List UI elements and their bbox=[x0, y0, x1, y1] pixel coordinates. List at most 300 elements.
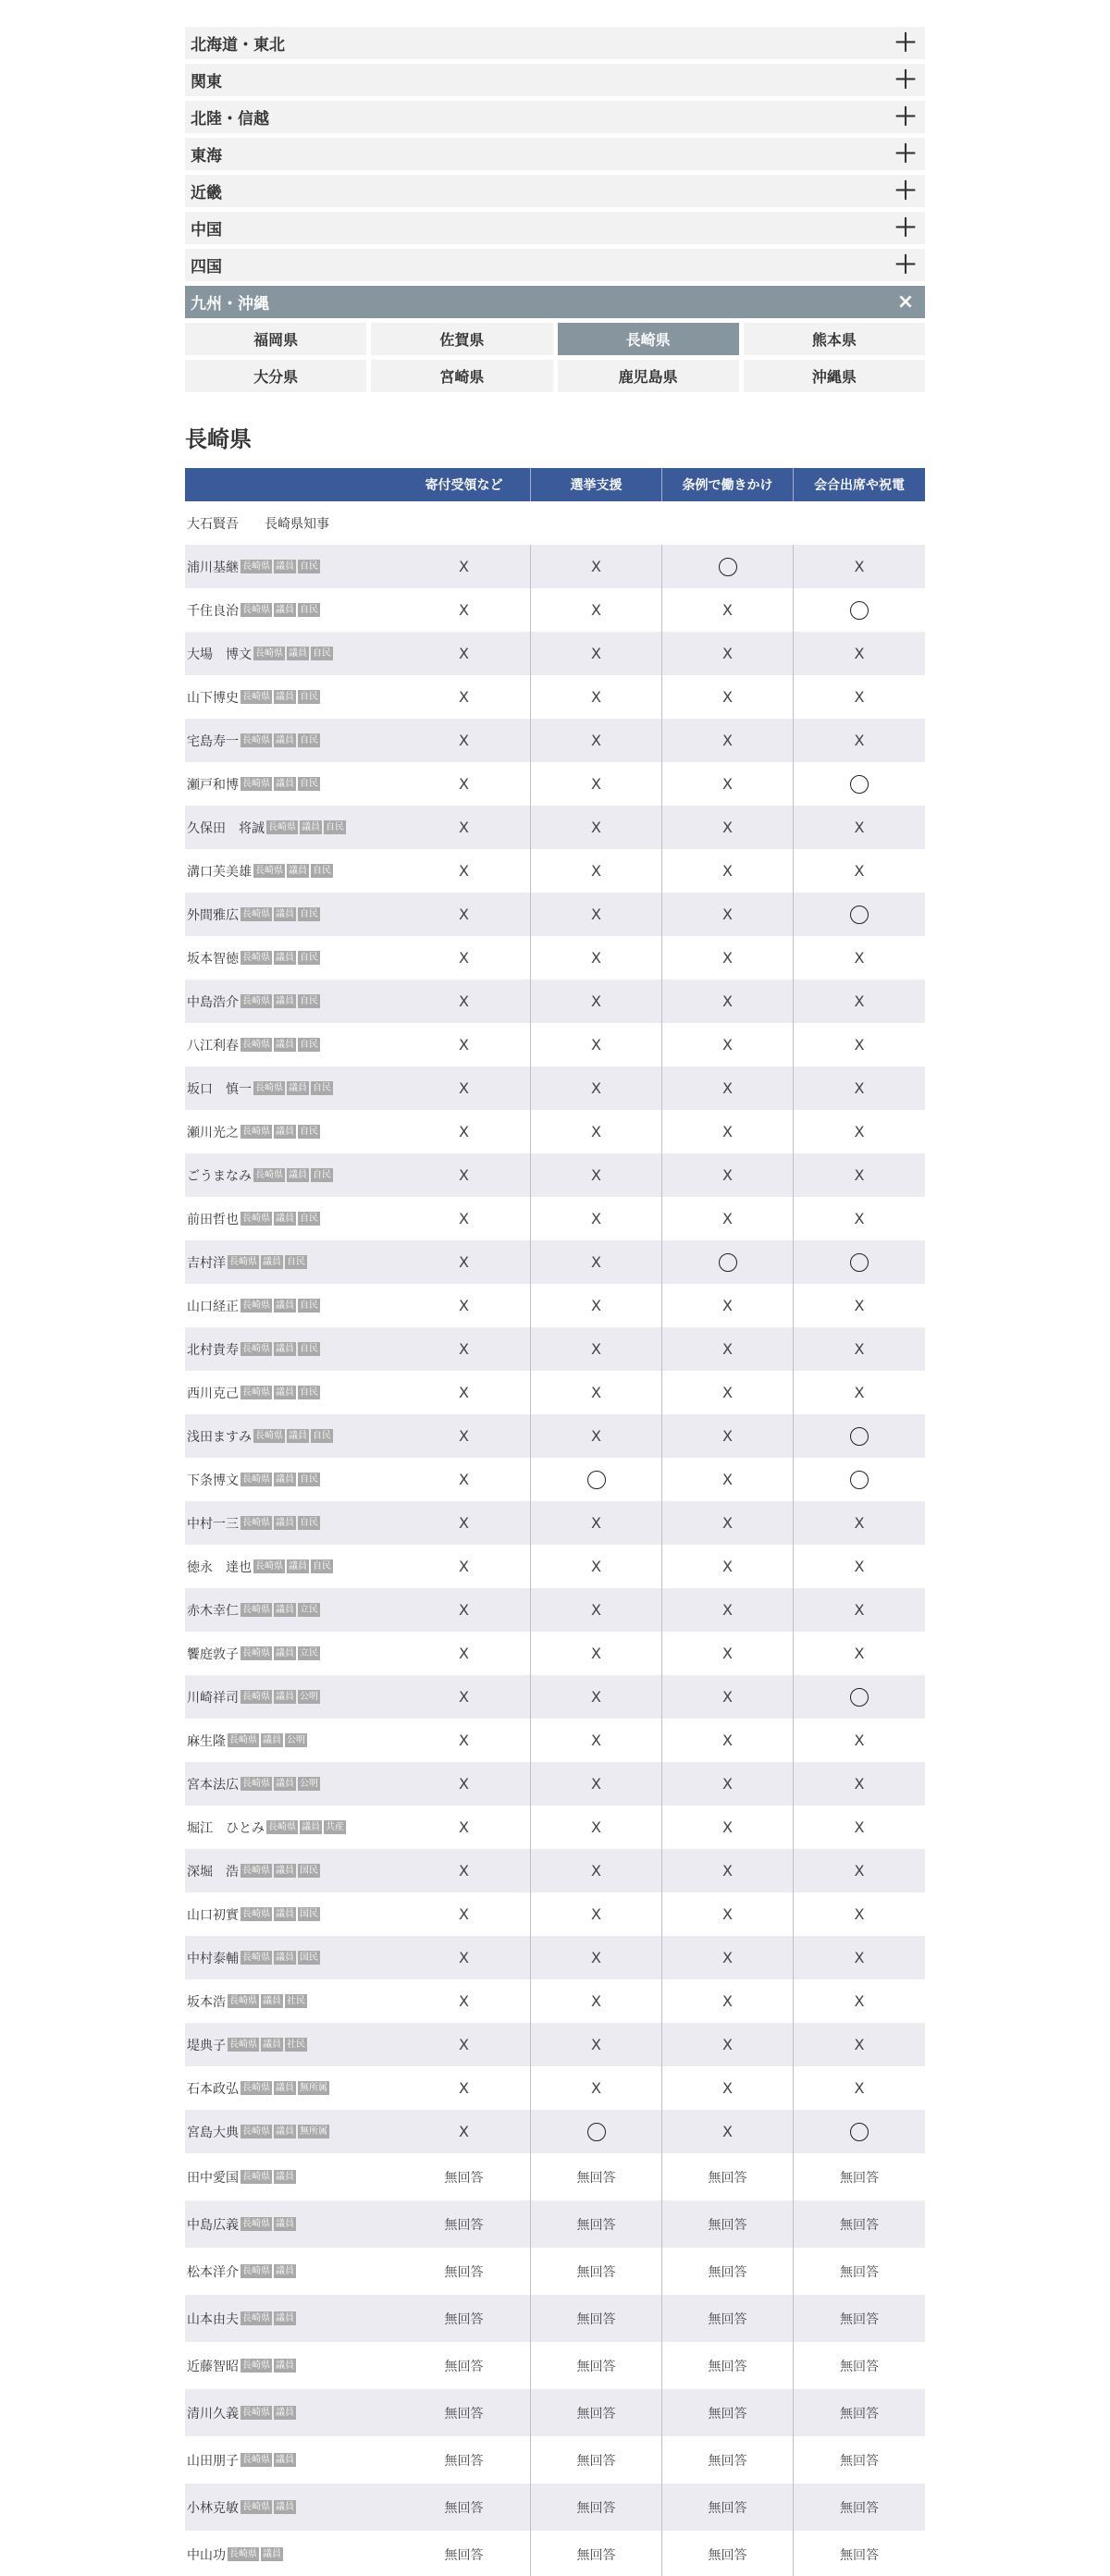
table-row bbox=[185, 1979, 925, 2023]
answer-cell-no bbox=[398, 893, 530, 936]
member-tag: 長崎県 bbox=[242, 2172, 270, 2182]
prefecture-tab-2[interactable]: 長崎県 bbox=[558, 323, 739, 355]
answer-cell-no-response bbox=[398, 2389, 530, 2436]
answer-cell-no bbox=[398, 980, 530, 1023]
answer-cell-no-response bbox=[793, 2342, 925, 2389]
answer-cell-no-response bbox=[661, 2484, 793, 2531]
member-tag: 長崎県 bbox=[242, 605, 270, 615]
member-name: 西川克己 bbox=[187, 1386, 239, 1401]
x-mark: X bbox=[722, 1427, 733, 1445]
member-tag: 長崎県 bbox=[229, 1257, 257, 1267]
no-response-text: 無回答 bbox=[576, 2264, 616, 2280]
member-tag: 議員 bbox=[263, 2549, 281, 2559]
answer-cell-no bbox=[793, 1892, 925, 1936]
no-response-text: 無回答 bbox=[444, 2264, 484, 2280]
answer-cell-no-response bbox=[530, 2200, 661, 2248]
no-response-text: 無回答 bbox=[708, 2547, 747, 2563]
answer-cell-no bbox=[661, 1936, 793, 1979]
member-tag: 長崎県 bbox=[242, 692, 270, 702]
member-tag: 議員 bbox=[276, 996, 294, 1006]
answer-cell-no bbox=[398, 1806, 530, 1849]
region-label: 近畿 bbox=[191, 184, 222, 203]
member-tag: 自民 bbox=[287, 1257, 305, 1267]
member-tag: 公明 bbox=[287, 1735, 305, 1745]
no-response-text: 無回答 bbox=[576, 2170, 616, 2186]
table-row bbox=[185, 1849, 925, 1892]
answer-cell-no bbox=[661, 1588, 793, 1632]
region-0[interactable] bbox=[185, 27, 925, 59]
member-tag: 議員 bbox=[289, 1561, 307, 1571]
answer-cell-no bbox=[793, 1371, 925, 1414]
plus-icon[interactable]: ＋ bbox=[893, 140, 918, 168]
x-mark: X bbox=[459, 1253, 469, 1271]
member-tag: 自民 bbox=[300, 953, 318, 963]
member-tag: 長崎県 bbox=[242, 909, 270, 919]
member-tag: 議員 bbox=[276, 2126, 294, 2137]
member-cell bbox=[185, 906, 398, 924]
member-tag: 長崎県 bbox=[255, 866, 283, 876]
x-mark: X bbox=[722, 1905, 733, 1923]
x-mark: X bbox=[591, 1297, 601, 1314]
answer-cell-yes bbox=[793, 1414, 925, 1458]
prefecture-tab-1[interactable]: 佐賀県 bbox=[371, 323, 552, 355]
member-cell bbox=[185, 2545, 398, 2564]
x-mark: X bbox=[591, 1818, 601, 1836]
x-mark: X bbox=[591, 1645, 601, 1662]
member-cell bbox=[185, 2357, 398, 2375]
x-mark: X bbox=[854, 1645, 865, 1662]
plus-icon[interactable]: ＋ bbox=[893, 251, 918, 279]
member-tag: 国民 bbox=[300, 1866, 318, 1876]
member-tag: 自民 bbox=[300, 692, 318, 702]
answer-cell-no bbox=[530, 1979, 661, 2023]
member-cell bbox=[185, 2168, 398, 2187]
member-cell bbox=[185, 1601, 398, 1620]
member-cell bbox=[185, 1818, 398, 1837]
member-cell bbox=[185, 1079, 398, 1098]
answer-cell-no bbox=[398, 1327, 530, 1371]
answer-cell-yes bbox=[793, 893, 925, 936]
table-row bbox=[185, 1153, 925, 1197]
member-tag: 自民 bbox=[300, 1040, 318, 1050]
region-2[interactable] bbox=[185, 101, 925, 133]
answer-cell-no-response bbox=[793, 2531, 925, 2576]
member-tag: 議員 bbox=[276, 1518, 294, 1528]
x-mark: X bbox=[591, 1862, 601, 1880]
answer-cell-no bbox=[661, 1066, 793, 1110]
table-row bbox=[185, 1284, 925, 1327]
answer-cell-no bbox=[793, 1110, 925, 1153]
circle-mark bbox=[587, 2123, 606, 2141]
answer-cell-no bbox=[661, 1892, 793, 1936]
prefecture-tab-6[interactable]: 鹿児島県 bbox=[558, 360, 739, 392]
no-response-text: 無回答 bbox=[576, 2406, 616, 2422]
answer-cell-no bbox=[661, 1545, 793, 1588]
x-mark: X bbox=[591, 2036, 601, 2053]
answer-cell-no bbox=[661, 1153, 793, 1197]
table-row bbox=[185, 1197, 925, 1240]
member-tag: 議員 bbox=[289, 866, 307, 876]
prefecture-tab-0[interactable]: 福岡県 bbox=[185, 323, 366, 355]
header-meeting: 会合出席や祝電 bbox=[793, 468, 925, 501]
answer-cell-no bbox=[398, 2110, 530, 2153]
member-tag: 立民 bbox=[300, 1605, 318, 1615]
table-row bbox=[185, 1240, 925, 1284]
member-name: 深堀 浩 bbox=[187, 1864, 239, 1880]
x-mark: X bbox=[591, 732, 601, 749]
member-cell bbox=[185, 1732, 398, 1750]
survey-page bbox=[185, 27, 925, 2576]
x-mark: X bbox=[459, 1166, 469, 1184]
member-tag: 議員 bbox=[276, 2502, 294, 2512]
no-response-text: 無回答 bbox=[444, 2217, 484, 2233]
x-mark: X bbox=[591, 645, 601, 662]
answer-cell-no bbox=[398, 2023, 530, 2066]
governor-row bbox=[185, 501, 925, 545]
x-mark: X bbox=[722, 1514, 733, 1532]
table-row bbox=[185, 2436, 925, 2484]
answer-cell-no bbox=[398, 632, 530, 675]
x-mark: X bbox=[591, 2079, 601, 2097]
member-tag: 議員 bbox=[289, 1170, 307, 1180]
answer-cell-no bbox=[530, 1197, 661, 1240]
region-7[interactable] bbox=[185, 286, 925, 318]
x-mark: X bbox=[854, 1166, 865, 1184]
answer-cell-no bbox=[793, 675, 925, 719]
answer-cell-no bbox=[793, 849, 925, 893]
member-cell bbox=[185, 1949, 398, 1967]
member-tag: 自民 bbox=[300, 996, 318, 1006]
answer-cell-no-response bbox=[398, 2200, 530, 2248]
circle-mark bbox=[850, 2123, 869, 2141]
answer-cell-no bbox=[530, 762, 661, 806]
region-3[interactable] bbox=[185, 138, 925, 170]
region-1[interactable] bbox=[185, 64, 925, 96]
member-tag: 議員 bbox=[276, 2313, 294, 2323]
no-response-text: 無回答 bbox=[840, 2359, 879, 2374]
x-mark: X bbox=[722, 2036, 733, 2053]
member-cell bbox=[185, 688, 398, 707]
close-icon[interactable]: × bbox=[896, 290, 915, 314]
x-mark: X bbox=[854, 1949, 865, 1966]
x-mark: X bbox=[722, 2079, 733, 2097]
member-tag: 自民 bbox=[300, 735, 318, 746]
x-mark: X bbox=[459, 1949, 469, 1966]
answer-cell-no-response bbox=[398, 2531, 530, 2576]
answer-cell-no-response bbox=[793, 2436, 925, 2484]
member-name: 坂本浩 bbox=[187, 1994, 226, 2010]
x-mark: X bbox=[591, 1514, 601, 1532]
answer-cell-no bbox=[793, 1501, 925, 1545]
answer-cell-no bbox=[661, 675, 793, 719]
region-label: 北海道・東北 bbox=[191, 36, 285, 55]
table-row bbox=[185, 762, 925, 806]
x-mark: X bbox=[459, 1645, 469, 1662]
answer-cell-no bbox=[398, 1979, 530, 2023]
member-tag: 議員 bbox=[302, 1822, 320, 1832]
member-tag: 無所属 bbox=[300, 2083, 327, 2093]
prefecture-tab-4[interactable]: 大分県 bbox=[185, 360, 366, 392]
answer-cell-no bbox=[530, 1153, 661, 1197]
member-tag: 議員 bbox=[276, 2455, 294, 2465]
member-tag: 長崎県 bbox=[242, 1866, 270, 1876]
member-tag: 議員 bbox=[276, 2408, 294, 2418]
member-name: 下条博文 bbox=[187, 1473, 239, 1488]
table-row bbox=[185, 1719, 925, 1762]
circle-mark bbox=[850, 906, 869, 924]
member-name: 近藤智昭 bbox=[187, 2359, 239, 2374]
member-cell bbox=[185, 2310, 398, 2328]
answer-cell-no bbox=[661, 1979, 793, 2023]
table-row bbox=[185, 1327, 925, 1371]
x-mark: X bbox=[459, 1732, 469, 1749]
x-mark: X bbox=[854, 2079, 865, 2097]
member-name: 赤木幸仁 bbox=[187, 1603, 239, 1619]
x-mark: X bbox=[459, 1297, 469, 1314]
member-cell bbox=[185, 601, 398, 620]
answer-cell-no-response bbox=[530, 2295, 661, 2342]
answer-cell-no bbox=[398, 806, 530, 849]
answer-cell-no bbox=[661, 849, 793, 893]
x-mark: X bbox=[854, 992, 865, 1010]
member-tag: 長崎県 bbox=[242, 1779, 270, 1789]
member-tag: 長崎県 bbox=[242, 1127, 270, 1137]
x-mark: X bbox=[591, 688, 601, 706]
member-tag: 議員 bbox=[276, 2083, 294, 2093]
x-mark: X bbox=[591, 601, 601, 619]
member-cell bbox=[185, 949, 398, 968]
table-body bbox=[185, 501, 925, 2576]
table-row bbox=[185, 545, 925, 588]
x-mark: X bbox=[459, 1818, 469, 1836]
member-tag: 長崎県 bbox=[242, 2126, 270, 2137]
x-mark: X bbox=[591, 1905, 601, 1923]
region-label: 九州・沖縄 bbox=[191, 295, 269, 314]
x-mark: X bbox=[854, 645, 865, 662]
member-name: 中山功 bbox=[187, 2547, 226, 2563]
plus-icon[interactable]: ＋ bbox=[893, 29, 918, 57]
table-row bbox=[185, 1501, 925, 1545]
x-mark: X bbox=[854, 1036, 865, 1054]
answer-cell-no bbox=[530, 980, 661, 1023]
x-mark: X bbox=[722, 949, 733, 967]
answer-cell-no bbox=[530, 893, 661, 936]
x-mark: X bbox=[459, 992, 469, 1010]
x-mark: X bbox=[722, 862, 733, 880]
member-name: 川崎祥司 bbox=[187, 1690, 239, 1706]
plus-icon[interactable]: ＋ bbox=[893, 214, 918, 242]
plus-icon[interactable]: ＋ bbox=[893, 66, 918, 94]
answer-cell-no bbox=[793, 1936, 925, 1979]
x-mark: X bbox=[722, 2123, 733, 2140]
member-tag: 自民 bbox=[300, 1344, 318, 1354]
prefecture-tab-3[interactable]: 熊本県 bbox=[744, 323, 925, 355]
x-mark: X bbox=[459, 1384, 469, 1401]
member-name: 山本由夫 bbox=[187, 2311, 239, 2327]
answer-cell-no bbox=[661, 1501, 793, 1545]
answer-cell-no-response bbox=[530, 2389, 661, 2436]
member-tag: 長崎県 bbox=[242, 2502, 270, 2512]
answer-cell-no bbox=[661, 719, 793, 762]
circle-mark bbox=[719, 1253, 737, 1272]
member-tag: 長崎県 bbox=[229, 2549, 257, 2559]
x-mark: X bbox=[591, 1949, 601, 1966]
member-cell bbox=[185, 1992, 398, 2011]
x-mark: X bbox=[591, 1775, 601, 1793]
answer-cell-no bbox=[661, 893, 793, 936]
member-tag: 社民 bbox=[287, 2040, 305, 2050]
governor-title: 長崎県知事 bbox=[265, 516, 329, 532]
x-mark: X bbox=[459, 1210, 469, 1227]
x-mark: X bbox=[591, 819, 601, 836]
answer-cell-no bbox=[398, 762, 530, 806]
header-election-support: 選挙支援 bbox=[530, 468, 661, 501]
member-tag: 公明 bbox=[300, 1779, 318, 1789]
member-name: 大場 博文 bbox=[187, 647, 252, 662]
plus-icon[interactable]: ＋ bbox=[893, 177, 918, 205]
x-mark: X bbox=[722, 819, 733, 836]
table-row bbox=[185, 980, 925, 1023]
no-response-text: 無回答 bbox=[840, 2170, 879, 2186]
x-mark: X bbox=[591, 906, 601, 923]
answer-cell-no-response bbox=[793, 2295, 925, 2342]
member-cell bbox=[185, 2404, 398, 2422]
member-name: 中島広義 bbox=[187, 2217, 239, 2233]
table-row bbox=[185, 936, 925, 980]
answer-cell-no-response bbox=[793, 2248, 925, 2295]
answer-cell-no bbox=[793, 1284, 925, 1327]
member-cell bbox=[185, 1514, 398, 1533]
member-tag: 長崎県 bbox=[242, 1214, 270, 1224]
prefecture-tab-7[interactable]: 沖縄県 bbox=[744, 360, 925, 392]
member-tag: 自民 bbox=[300, 779, 318, 789]
member-name: 坂本智徳 bbox=[187, 951, 239, 967]
x-mark: X bbox=[591, 1079, 601, 1097]
member-tag: 自民 bbox=[313, 1431, 331, 1441]
answer-cell-no bbox=[661, 2110, 793, 2153]
member-cell bbox=[185, 1905, 398, 1924]
no-response-text: 無回答 bbox=[444, 2406, 484, 2422]
member-name: 浦川基継 bbox=[187, 560, 239, 575]
table-row bbox=[185, 2153, 925, 2200]
x-mark: X bbox=[459, 775, 469, 793]
answer-cell-no bbox=[398, 849, 530, 893]
x-mark: X bbox=[722, 1166, 733, 1184]
member-tag: 共産 bbox=[326, 1822, 344, 1832]
answer-cell-no-response bbox=[793, 2484, 925, 2531]
answer-cell-no-response bbox=[398, 2342, 530, 2389]
x-mark: X bbox=[591, 1166, 601, 1184]
member-cell bbox=[185, 732, 398, 750]
member-cell bbox=[185, 2498, 398, 2517]
member-tag: 議員 bbox=[263, 2040, 281, 2050]
answer-cell-no bbox=[530, 1806, 661, 1849]
answer-cell-no bbox=[398, 2066, 530, 2110]
member-tag: 自民 bbox=[300, 1127, 318, 1137]
x-mark: X bbox=[591, 1340, 601, 1358]
answer-cell-no bbox=[661, 588, 793, 632]
governor-cell bbox=[185, 514, 398, 533]
no-response-text: 無回答 bbox=[576, 2359, 616, 2374]
answer-cell-no bbox=[661, 1110, 793, 1153]
table-row bbox=[185, 2023, 925, 2066]
prefecture-tab-5[interactable]: 宮崎県 bbox=[371, 360, 552, 392]
x-mark: X bbox=[591, 1732, 601, 1749]
answer-cell-no bbox=[530, 719, 661, 762]
region-accordion bbox=[185, 27, 925, 318]
x-mark: X bbox=[722, 1775, 733, 1793]
x-mark: X bbox=[591, 1384, 601, 1401]
answer-cell-yes bbox=[530, 2110, 661, 2153]
answer-cell-no bbox=[661, 936, 793, 980]
member-tag: 議員 bbox=[276, 953, 294, 963]
answer-cell-no bbox=[661, 1414, 793, 1458]
table-row bbox=[185, 1632, 925, 1675]
x-mark: X bbox=[459, 1427, 469, 1445]
member-tag: 長崎県 bbox=[242, 953, 270, 963]
answer-cell-no bbox=[530, 588, 661, 632]
member-tag: 自民 bbox=[313, 1170, 331, 1180]
answer-cell-no bbox=[793, 1719, 925, 1762]
x-mark: X bbox=[459, 819, 469, 836]
header-ordinance: 条例で働きかけ bbox=[661, 468, 793, 501]
member-cell bbox=[185, 2451, 398, 2470]
answer-cell-no bbox=[530, 1501, 661, 1545]
no-response-text: 無回答 bbox=[708, 2500, 747, 2516]
answer-cell-no bbox=[530, 1023, 661, 1066]
answer-cell-no-response bbox=[793, 2389, 925, 2436]
x-mark: X bbox=[722, 1079, 733, 1097]
member-name: 八江利春 bbox=[187, 1038, 239, 1054]
answer-cell-no bbox=[398, 1849, 530, 1892]
answer-cell-no-response bbox=[530, 2436, 661, 2484]
x-mark: X bbox=[722, 1123, 733, 1140]
answer-cell-no bbox=[530, 1849, 661, 1892]
member-cell bbox=[185, 1862, 398, 1880]
x-mark: X bbox=[854, 949, 865, 967]
member-tag: 自民 bbox=[313, 1083, 331, 1093]
member-cell bbox=[185, 1123, 398, 1141]
member-cell bbox=[185, 2079, 398, 2098]
plus-icon[interactable]: ＋ bbox=[893, 103, 918, 131]
no-response-text: 無回答 bbox=[840, 2547, 879, 2563]
no-response-text: 無回答 bbox=[444, 2359, 484, 2374]
member-tag: 国民 bbox=[300, 1953, 318, 1963]
region-4[interactable] bbox=[185, 175, 925, 207]
region-5[interactable] bbox=[185, 212, 925, 244]
no-response-text: 無回答 bbox=[708, 2217, 747, 2233]
x-mark: X bbox=[854, 1558, 865, 1575]
member-name: 田中愛国 bbox=[187, 2170, 239, 2186]
answer-cell-no-response bbox=[398, 2153, 530, 2200]
answer-cell-no bbox=[530, 632, 661, 675]
x-mark: X bbox=[459, 2079, 469, 2097]
x-mark: X bbox=[854, 1123, 865, 1140]
member-tag: 議員 bbox=[276, 1214, 294, 1224]
x-mark: X bbox=[722, 1949, 733, 1966]
member-tag: 議員 bbox=[289, 1431, 307, 1441]
region-6[interactable] bbox=[185, 249, 925, 281]
x-mark: X bbox=[591, 1688, 601, 1706]
x-mark: X bbox=[459, 1905, 469, 1923]
answer-cell-no bbox=[793, 1806, 925, 1849]
member-tag: 議員 bbox=[289, 1083, 307, 1093]
answer-cell-no-response bbox=[398, 2436, 530, 2484]
answer-cell-no bbox=[530, 1414, 661, 1458]
prefecture-tabs bbox=[185, 323, 925, 392]
x-mark: X bbox=[459, 862, 469, 880]
answer-cell-yes bbox=[793, 1675, 925, 1719]
